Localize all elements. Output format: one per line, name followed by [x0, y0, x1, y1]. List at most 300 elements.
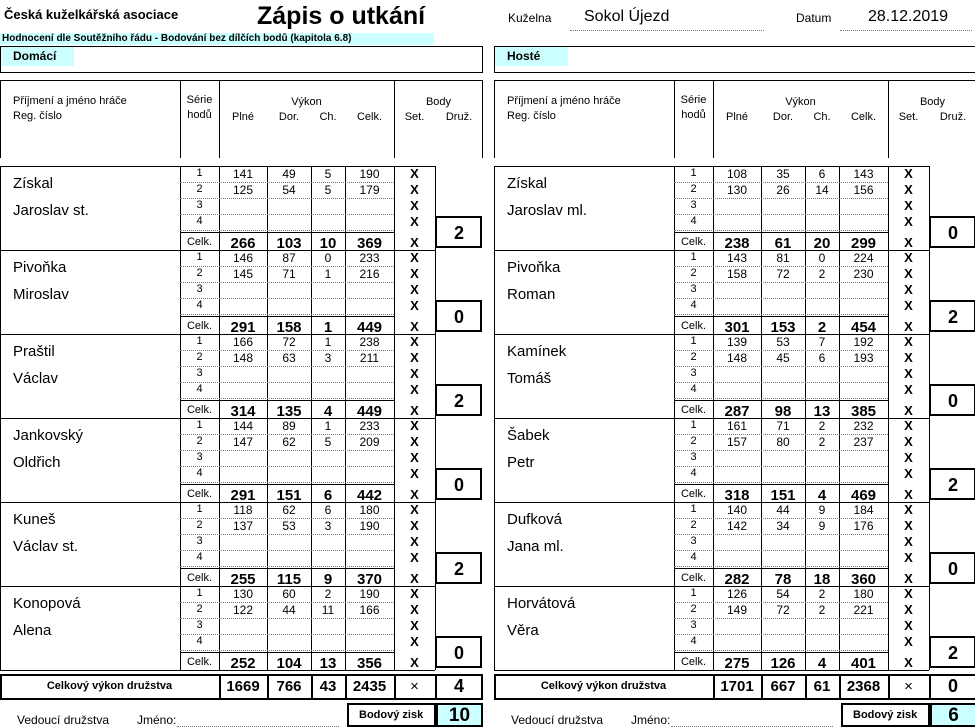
row-line — [180, 634, 394, 635]
series-value: 148 — [232, 351, 254, 365]
leader-name-label: Jméno: — [631, 713, 671, 727]
date-label: Datum — [796, 11, 832, 25]
line — [482, 46, 483, 72]
home-team-panel — [0, 46, 483, 727]
celk-label: Celk. — [680, 404, 707, 416]
line — [494, 72, 975, 73]
set-mark: X — [410, 198, 419, 213]
series-number: 3 — [196, 451, 203, 463]
celk-label: Celk. — [186, 404, 213, 416]
line — [674, 484, 888, 485]
player-firstname: Roman — [507, 286, 556, 303]
series-value: 157 — [726, 435, 748, 449]
team-total-value: 2435 — [352, 678, 387, 695]
series-number: 3 — [690, 199, 697, 211]
series-number: 2 — [196, 267, 203, 279]
total-value: 10 — [319, 235, 337, 252]
row-line — [180, 230, 394, 231]
series-value: 141 — [232, 167, 254, 181]
col-subheader: Dor. — [278, 111, 300, 123]
team-label: Hosté — [507, 49, 541, 63]
line — [0, 46, 1, 72]
col-subheader: Set. — [898, 111, 919, 123]
line — [494, 418, 495, 502]
series-number: 4 — [690, 215, 697, 227]
series-number: 3 — [690, 451, 697, 463]
series-value: 233 — [359, 419, 380, 433]
col-subheader: Dor. — [772, 111, 794, 123]
player-surname: Získal — [13, 175, 54, 192]
series-number: 1 — [690, 503, 697, 515]
col-subheader: Plné — [231, 111, 255, 123]
total-value: 4 — [323, 403, 333, 420]
celk-label: Celk. — [680, 488, 707, 500]
series-value: 0 — [818, 251, 826, 265]
set-mark: X — [904, 282, 913, 297]
series-value: 1 — [324, 335, 332, 349]
series-number: 3 — [196, 283, 203, 295]
line — [0, 502, 1, 586]
series-value: 142 — [726, 519, 748, 533]
set-mark: X — [410, 298, 419, 313]
series-value: 118 — [233, 503, 253, 517]
set-mark: X — [904, 382, 913, 397]
set-mark: X — [410, 618, 419, 633]
row-line — [674, 282, 888, 283]
total-value: 4 — [817, 655, 827, 672]
series-value: 1 — [324, 419, 332, 433]
total-value: 369 — [356, 235, 383, 252]
series-value: 9 — [818, 503, 826, 517]
line — [180, 652, 394, 653]
series-value: 62 — [282, 503, 296, 517]
total-value: 13 — [319, 655, 337, 672]
line — [0, 80, 483, 81]
line — [180, 568, 394, 569]
celk-label: Celk. — [186, 320, 213, 332]
team-points: 2 — [453, 559, 464, 579]
col-reg-number: Reg. číslo — [13, 110, 62, 122]
date-underline — [840, 30, 972, 31]
row-line — [674, 298, 888, 299]
player-surname: Praštil — [13, 343, 55, 360]
line — [674, 232, 888, 233]
series-number: 1 — [196, 251, 203, 263]
set-mark: X — [904, 166, 913, 181]
total-value: 370 — [356, 571, 383, 588]
series-number: 3 — [196, 619, 203, 631]
series-value: 238 — [359, 335, 380, 349]
col-player-name: Příjmení a jméno hráče — [13, 95, 127, 107]
row-line — [180, 550, 394, 551]
team-points: 0 — [453, 475, 464, 495]
celk-label: Celk. — [186, 656, 213, 668]
row-line — [180, 214, 394, 215]
series-value: 2 — [324, 587, 332, 601]
series-value: 71 — [282, 267, 296, 281]
series-value: 1 — [324, 267, 332, 281]
series-value: 53 — [776, 335, 790, 349]
set-mark: X — [904, 182, 913, 197]
total-value: 469 — [850, 487, 877, 504]
row-line — [674, 482, 888, 483]
total-value: 442 — [356, 487, 383, 504]
line — [0, 250, 1, 334]
series-number: 4 — [196, 551, 203, 563]
series-value: 166 — [232, 335, 254, 349]
set-mark: X — [410, 366, 419, 381]
row-line — [180, 314, 394, 315]
series-value: 5 — [324, 435, 332, 449]
set-mark: X — [904, 366, 913, 381]
series-number: 3 — [196, 367, 203, 379]
total-value: 238 — [724, 235, 750, 252]
series-number: 4 — [690, 467, 697, 479]
series-number: 2 — [690, 183, 697, 195]
line — [494, 698, 975, 700]
line — [0, 674, 483, 676]
total-value: 275 — [724, 655, 750, 672]
total-value: 2 — [817, 319, 827, 336]
set-mark: X — [410, 266, 419, 281]
line — [494, 502, 495, 586]
series-value: 221 — [853, 603, 874, 617]
series-number: 2 — [196, 603, 203, 615]
series-number: 4 — [196, 467, 203, 479]
line — [180, 484, 394, 485]
player-surname: Kamínek — [507, 343, 567, 360]
row-line — [180, 382, 394, 383]
row-line — [180, 198, 394, 199]
series-value: 81 — [776, 251, 790, 265]
series-number: 2 — [690, 603, 697, 615]
col-series: Série — [680, 94, 707, 106]
player-surname: Horvátová — [507, 595, 576, 612]
series-value: 26 — [776, 183, 790, 197]
series-value: 166 — [359, 603, 380, 617]
team-total-set: × — [904, 678, 913, 695]
series-value: 62 — [282, 435, 296, 449]
series-value: 139 — [726, 335, 748, 349]
series-value: 216 — [359, 267, 380, 281]
line — [0, 698, 483, 700]
series-number: 1 — [690, 251, 697, 263]
total-value: 287 — [724, 403, 750, 420]
series-value: 2 — [818, 267, 826, 281]
series-value: 49 — [282, 167, 296, 181]
celk-label: Celk. — [186, 488, 213, 500]
series-value: 209 — [359, 435, 380, 449]
set-mark: X — [904, 571, 913, 586]
col-subheader: Druž. — [445, 111, 473, 123]
series-number: 2 — [690, 435, 697, 447]
total-value: 449 — [356, 403, 383, 420]
row-line — [674, 382, 888, 383]
total-value: 360 — [850, 571, 877, 588]
team-points: 2 — [453, 223, 464, 243]
team-label: Domácí — [13, 49, 57, 63]
series-value: 193 — [853, 351, 874, 365]
team-points: 2 — [947, 643, 958, 663]
set-mark: X — [410, 282, 419, 297]
row-line — [674, 534, 888, 535]
set-mark: X — [410, 634, 419, 649]
total-value: 151 — [770, 487, 796, 504]
col-subheader: Ch. — [813, 111, 831, 123]
series-value: 143 — [726, 251, 748, 265]
series-value: 34 — [776, 519, 790, 533]
team-points: 2 — [453, 391, 464, 411]
player-surname: Konopová — [13, 595, 81, 612]
total-value: 98 — [774, 403, 792, 420]
player-firstname: Tomáš — [507, 370, 552, 387]
row-line — [180, 566, 394, 567]
line — [0, 670, 435, 671]
team-points: 0 — [947, 391, 958, 411]
total-value: 61 — [774, 235, 792, 252]
series-number: 4 — [196, 383, 203, 395]
team-total-points: 4 — [453, 676, 464, 696]
row-line — [674, 634, 888, 635]
set-mark: X — [904, 466, 913, 481]
series-value: 44 — [282, 603, 296, 617]
col-series: hodů — [187, 109, 212, 121]
date-value: 28.12.2019 — [868, 8, 949, 25]
total-value: 454 — [850, 319, 877, 336]
total-value: 318 — [724, 487, 750, 504]
row-line — [674, 366, 888, 367]
series-value: 224 — [853, 251, 874, 265]
set-mark: X — [904, 602, 913, 617]
total-value: 9 — [323, 571, 333, 588]
team-total-label: Celkový výkon družstva — [46, 680, 173, 692]
player-firstname: Věra — [507, 622, 539, 639]
series-value: 147 — [232, 435, 254, 449]
total-value: 301 — [724, 319, 750, 336]
series-value: 108 — [726, 167, 748, 181]
series-value: 3 — [324, 351, 332, 365]
team-points: 0 — [947, 223, 958, 243]
line — [0, 72, 483, 73]
celk-label: Celk. — [680, 572, 707, 584]
row-line — [180, 298, 394, 299]
series-value: 176 — [853, 519, 874, 533]
team-total-set: × — [410, 678, 419, 695]
set-mark: X — [410, 250, 419, 265]
line — [494, 80, 495, 158]
total-value: 449 — [356, 319, 383, 336]
line — [674, 568, 888, 569]
player-surname: Kuneš — [13, 511, 56, 528]
series-value: 125 — [232, 183, 254, 197]
row-line — [674, 314, 888, 315]
series-value: 60 — [282, 587, 296, 601]
set-mark: X — [410, 655, 419, 670]
line — [674, 316, 888, 317]
series-value: 80 — [776, 435, 790, 449]
set-mark: X — [410, 586, 419, 601]
total-value: 115 — [276, 571, 302, 588]
set-mark: X — [904, 518, 913, 533]
line — [494, 250, 495, 334]
guest-team-panel — [494, 46, 975, 727]
series-value: 156 — [853, 183, 874, 197]
set-mark: X — [904, 214, 913, 229]
col-series: Série — [186, 94, 213, 106]
row-line — [674, 566, 888, 567]
line — [494, 334, 495, 418]
alley-label: Kuželna — [508, 11, 552, 25]
team-total-value: 667 — [770, 678, 796, 695]
series-number: 1 — [690, 335, 697, 347]
series-value: 190 — [359, 519, 380, 533]
total-value: 299 — [850, 235, 877, 252]
rules-text: Hodnocení dle Soutěžního řádu - Bodování bez dílčích bodů (kapitola 6.8) — [2, 33, 352, 44]
series-value: 2 — [818, 587, 826, 601]
line — [0, 334, 1, 418]
set-mark: X — [904, 534, 913, 549]
total-value: 252 — [230, 655, 256, 672]
line — [180, 400, 394, 401]
line — [494, 46, 495, 72]
row-line — [180, 466, 394, 467]
total-value: 135 — [276, 403, 302, 420]
series-number: 3 — [690, 535, 697, 547]
total-value: 385 — [850, 403, 877, 420]
row-line — [180, 482, 394, 483]
series-number: 4 — [690, 383, 697, 395]
row-line — [674, 550, 888, 551]
player-surname: Získal — [507, 175, 548, 192]
series-value: 122 — [232, 603, 254, 617]
col-subheader: Celk. — [356, 111, 383, 123]
player-firstname: Václav — [13, 370, 59, 387]
series-number: 1 — [690, 167, 697, 179]
line — [494, 46, 975, 47]
set-mark: X — [904, 487, 913, 502]
col-player-name: Příjmení a jméno hráče — [507, 95, 621, 107]
series-value: 233 — [359, 251, 380, 265]
series-value: 130 — [726, 183, 748, 197]
total-value: 291 — [230, 487, 256, 504]
total-value: 6 — [323, 487, 333, 504]
series-number: 4 — [690, 299, 697, 311]
player-firstname: Miroslav — [13, 286, 69, 303]
points-gain-value: 6 — [948, 705, 959, 726]
set-mark: X — [904, 502, 913, 517]
celk-label: Celk. — [186, 572, 213, 584]
series-value: 144 — [232, 419, 254, 433]
team-total-value: 2368 — [846, 678, 881, 695]
series-value: 2 — [818, 419, 826, 433]
line — [0, 80, 1, 158]
row-line — [674, 230, 888, 231]
set-mark: X — [410, 350, 419, 365]
total-value: 153 — [770, 319, 796, 336]
player-firstname: Jaroslav ml. — [507, 202, 588, 219]
series-value: 232 — [853, 419, 874, 433]
set-mark: X — [904, 586, 913, 601]
series-value: 145 — [232, 267, 254, 281]
player-firstname: Jaroslav st. — [13, 202, 89, 219]
set-mark: X — [410, 571, 419, 586]
total-value: 266 — [230, 235, 256, 252]
series-value: 180 — [853, 587, 874, 601]
line — [494, 670, 929, 671]
total-value: 158 — [276, 319, 302, 336]
row-line — [674, 214, 888, 215]
series-number: 2 — [690, 267, 697, 279]
series-value: 11 — [321, 603, 335, 617]
total-value: 151 — [276, 487, 302, 504]
row-line — [180, 650, 394, 651]
series-number: 1 — [690, 419, 697, 431]
series-value: 211 — [359, 351, 380, 365]
set-mark: X — [410, 166, 419, 181]
row-line — [180, 282, 394, 283]
set-mark: X — [904, 418, 913, 433]
total-value: 18 — [813, 571, 831, 588]
line — [494, 674, 975, 676]
set-mark: X — [410, 403, 419, 418]
set-mark: X — [410, 466, 419, 481]
team-total-points: 0 — [947, 676, 958, 696]
series-number: 3 — [690, 619, 697, 631]
series-value: 89 — [282, 419, 296, 433]
player-surname: Dufková — [507, 511, 563, 528]
col-subheader: Set. — [404, 111, 425, 123]
series-value: 237 — [853, 435, 874, 449]
series-value: 87 — [282, 251, 296, 265]
set-mark: X — [904, 618, 913, 633]
series-value: 190 — [359, 167, 380, 181]
series-value: 149 — [726, 603, 748, 617]
row-line — [180, 618, 394, 619]
series-value: 0 — [324, 251, 332, 265]
player-surname: Jankovský — [13, 427, 84, 444]
total-value: 291 — [230, 319, 256, 336]
series-value: 53 — [282, 519, 296, 533]
line — [0, 586, 1, 670]
line — [494, 80, 975, 81]
set-mark: X — [904, 250, 913, 265]
row-line — [180, 366, 394, 367]
series-value: 72 — [776, 267, 790, 281]
series-number: 2 — [196, 351, 203, 363]
series-number: 2 — [196, 435, 203, 447]
set-mark: X — [410, 534, 419, 549]
series-value: 5 — [324, 167, 332, 181]
series-number: 1 — [196, 587, 203, 599]
set-mark: X — [904, 266, 913, 281]
line — [0, 418, 1, 502]
row-line — [674, 466, 888, 467]
total-value: 255 — [230, 571, 256, 588]
series-value: 6 — [324, 503, 332, 517]
points-gain-label: Bodový zisk — [359, 709, 424, 721]
series-value: 140 — [726, 503, 748, 517]
series-number: 4 — [690, 635, 697, 647]
set-mark: X — [410, 434, 419, 449]
series-value: 72 — [776, 603, 790, 617]
line — [0, 46, 483, 47]
series-value: 180 — [359, 503, 380, 517]
team-total-value: 766 — [276, 678, 302, 695]
series-number: 2 — [690, 351, 697, 363]
series-number: 1 — [196, 335, 203, 347]
line — [494, 586, 495, 670]
celk-label: Celk. — [680, 320, 707, 332]
